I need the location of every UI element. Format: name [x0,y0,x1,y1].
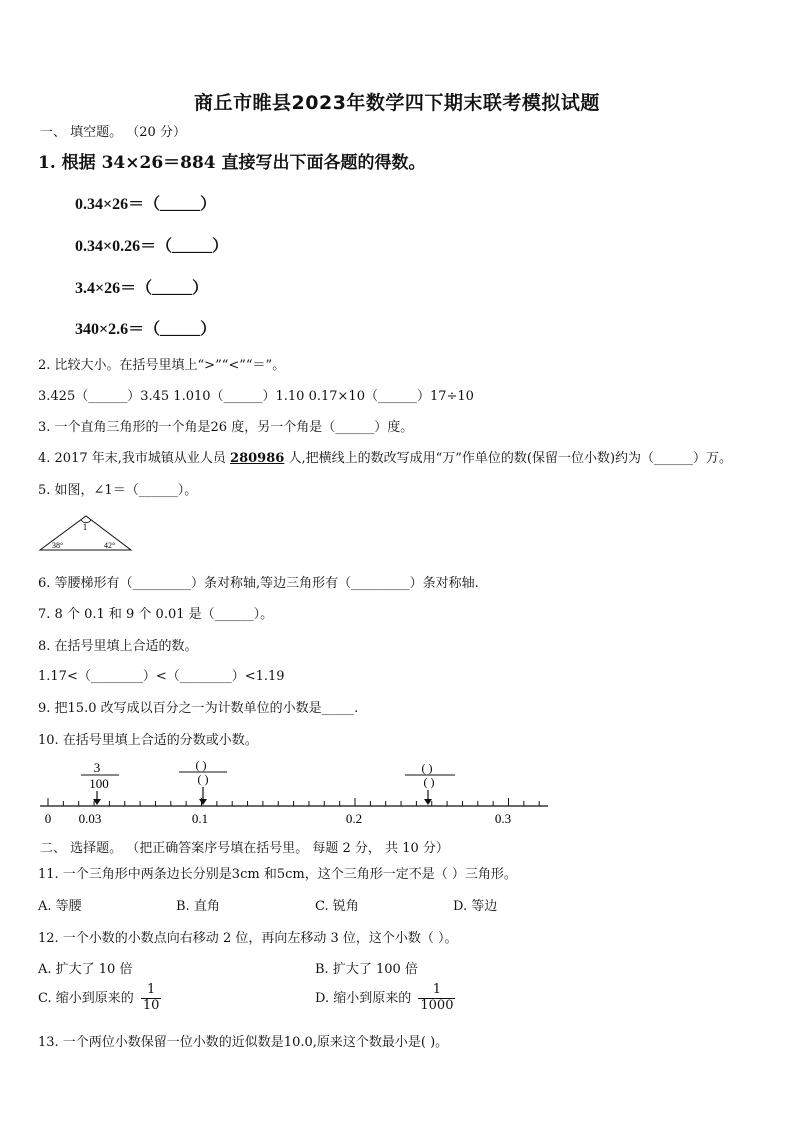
angle-left-label: 38° [52,541,64,550]
question-4-post: 人,把横线上的数改写成用“万”作单位的数(保留一位小数)约为（______）万。 [284,451,733,466]
q12-c-numerator: 1 [141,983,162,999]
section-2-heading: 二、 选择题。 （把正确答案序号填在括号里。 每题 2 分， 共 10 分） [40,841,449,856]
arrow-2-head [199,799,207,805]
q1-expression-1[interactable]: 0.34×26＝（_____） [75,196,217,213]
q11-option-a[interactable]: A. 等腰 [38,899,82,914]
fraction-denominator: 100 [89,776,109,791]
blank-denominator-1[interactable]: ( ) [197,772,209,786]
question-10-stem: 10. 在括号里填上合适的分数或小数。 [38,733,258,748]
triangle-figure [38,512,138,554]
question-9[interactable]: 9. 把15.0 改写成以百分之一为计数单位的小数是_____. [38,701,359,716]
q11-option-b[interactable]: B. 直角 [176,899,220,914]
q1-expression-3[interactable]: 3.4×26＝（_____） [75,280,209,297]
axis-label-0-2: 0.2 [345,811,363,826]
blank-denominator-2[interactable]: ( ) [423,775,435,789]
question-2-items[interactable]: 3.425（______）3.45 1.010（______）1.10 0.17×10（______）17÷10 [38,389,474,404]
question-4[interactable] [38,447,732,466]
number-line-ticks [48,798,539,806]
blank-numerator-1[interactable]: ( ) [195,758,207,772]
question-4-underlined-number: 280986 [230,451,285,466]
q1-expression-4[interactable]: 340×2.6＝（_____） [75,321,217,338]
axis-label-0-3: 0.3 [494,811,512,826]
question-1 [38,148,426,173]
q12-option-c[interactable] [38,983,161,1014]
angle-right-label: 42° [104,541,116,550]
q12-option-a[interactable]: A. 扩大了 10 倍 [38,962,133,977]
question-8-stem: 8. 在括号里填上合适的数。 [38,639,198,654]
question-13[interactable]: 13. 一个两位小数保留一位小数的近似数是10.0,原来这个数最小是( )。 [38,1035,449,1050]
q11-option-d[interactable]: D. 等边 [453,899,498,914]
q12-d-numerator: 1 [418,983,455,999]
q12-option-b[interactable]: B. 扩大了 100 倍 [315,962,418,977]
question-6[interactable]: 6. 等腰梯形有（_________）条对称轴,等边三角形有（_________）条对称轴. [38,576,479,591]
q1-expression-2[interactable]: 0.34×0.26＝（_____） [75,238,229,255]
section-1-heading: 一、 填空题。 （20 分） [40,125,186,140]
q12-option-c-fraction [141,983,162,1014]
number-line-figure [38,755,558,830]
q12-d-denominator: 1000 [420,997,454,1013]
question-2-stem: 2. 比较大小。在括号里填上“>”“<”“＝”。 [38,358,286,373]
question-1-stem: 1. 根据 34×26＝884 直接写出下面各题的得数。 [38,153,426,173]
angle-1-label: 1 [82,522,88,532]
question-8-items[interactable]: 1.17<（________）<（________）<1.19 [38,669,285,684]
axis-label-0-03: 0.03 [78,811,102,826]
question-12-stem: 12. 一个小数的小数点向右移动 2 位，再向左移动 3 位，这个小数（ ）。 [38,931,458,946]
question-4-pre: 4. 2017 年末,我市城镇从业人员 [38,451,231,466]
q12-c-denominator: 10 [142,997,160,1013]
q12-option-c-label: C. 缩小到原来的 [38,990,134,1006]
axis-label-0-1: 0.1 [191,811,209,826]
page-title: 商丘市睢县2023年数学四下期末联考模拟试题 [194,92,600,114]
question-3[interactable]: 3. 一个直角三角形的一个角是26 度，另一个角是（______）度。 [38,420,414,435]
q12-option-d[interactable] [315,983,455,1014]
question-11-stem: 11. 一个三角形中两条边长分别是3cm 和5cm，这个三角形一定不是（ ）三角形。 [38,867,517,882]
q11-option-c[interactable]: C. 锐角 [315,899,359,914]
q12-option-d-fraction [418,983,455,1014]
q12-option-d-label: D. 缩小到原来的 [315,990,412,1006]
fraction-numerator: 3 [93,760,101,775]
arrow-3-head [424,799,432,805]
question-5-stem[interactable]: 5. 如图，∠1＝（______）。 [38,483,198,498]
blank-numerator-2[interactable]: ( ) [421,761,433,775]
question-7[interactable]: 7. 8 个 0.1 和 9 个 0.01 是（______）。 [38,607,274,622]
axis-label-0: 0 [44,811,52,826]
